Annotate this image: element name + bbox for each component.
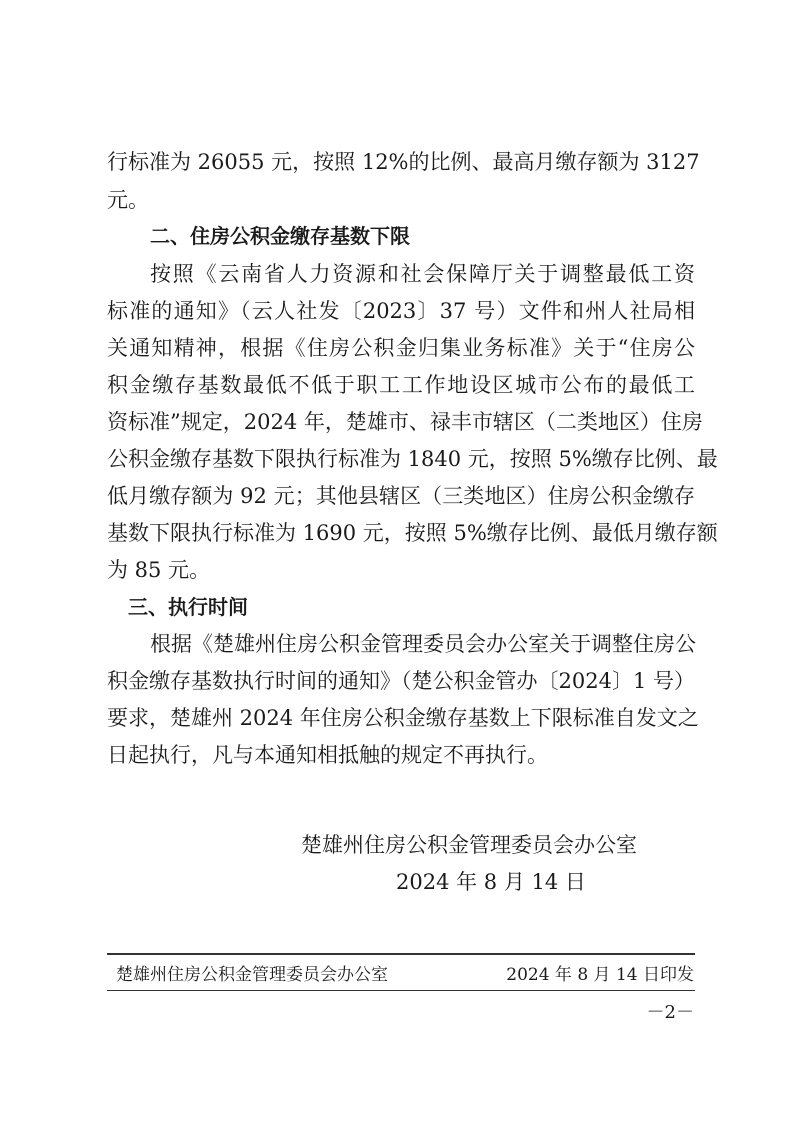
paragraph-line: 日起执行，凡与本通知相抵触的规定不再执行。 [107, 743, 548, 767]
paragraph-line: 低月缴存额为 92 元；其他县辖区（三类地区）住房公积金缴存 [107, 484, 695, 508]
paragraph-line: 行标准为 26055 元，按照 12%的比例、最高月缴存额为 3127 [107, 150, 700, 174]
footer-print-date: 2024 年 8 月 14 日印发 [506, 965, 694, 985]
paragraph-line: 积金缴存基数最低不低于职工工作地设区城市公布的最低工 [107, 373, 695, 397]
paragraph-line: 为 85 元。 [107, 558, 211, 582]
footer-bottom-rule [107, 990, 695, 991]
paragraph-line: 元。 [107, 188, 149, 212]
paragraph-line: 资标准”规定，2024 年，楚雄市、禄丰市辖区（二类地区）住房 [107, 410, 703, 434]
footer-issuer: 楚雄州住房公积金管理委员会办公室 [116, 965, 388, 985]
footer-top-rule [107, 953, 695, 955]
section-heading: 三、执行时间 [128, 595, 248, 619]
paragraph-line: 公积金缴存基数下限执行标准为 1840 元，按照 5%缴存比例、最 [107, 447, 718, 471]
section-heading: 二、住房公积金缴存基数下限 [150, 224, 410, 248]
paragraph-line: 标准的通知》（云人社发〔2023〕37 号）文件和州人社局相 [107, 299, 695, 323]
paragraph-line: 关通知精神，根据《住房公积金归集业务标准》关于“住房公 [107, 336, 695, 360]
paragraph-line: 基数下限执行标准为 1690 元，按照 5%缴存比例、最低月缴存额 [107, 521, 718, 545]
paragraph-line: 根据《楚雄州住房公积金管理委员会办公室关于调整住房公 [150, 632, 696, 656]
paragraph-line: 积金缴存基数执行时间的通知》（楚公积金管办〔2024〕1 号） [107, 669, 695, 693]
signature-date: 2024 年 8 月 14 日 [396, 870, 586, 894]
paragraph-line: 要求，楚雄州 2024 年住房公积金缴存基数上下限标准自发文之 [107, 706, 699, 730]
signature-org: 楚雄州住房公积金管理委员会办公室 [301, 833, 637, 857]
paragraph-line: 按照《云南省人力资源和社会保障厅关于调整最低工资 [150, 262, 695, 286]
page-number: －2－ [646, 1002, 694, 1023]
